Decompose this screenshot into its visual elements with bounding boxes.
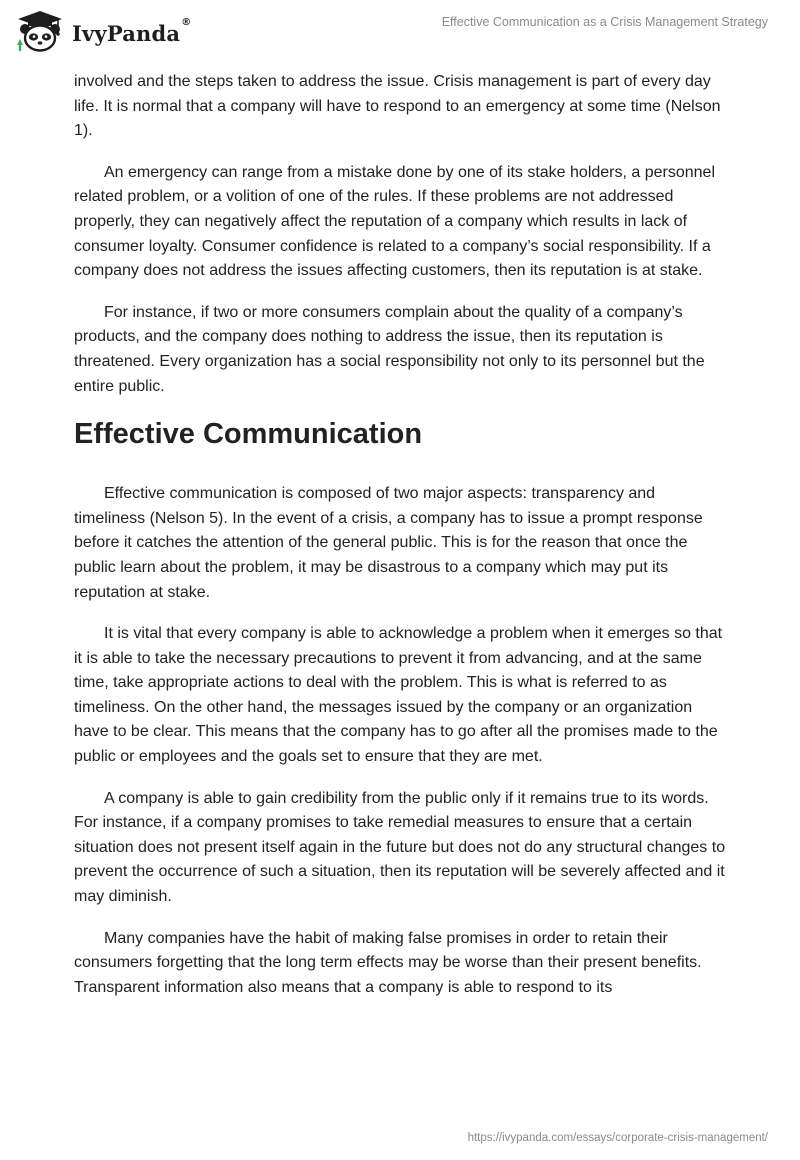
paragraph: Effective communication is composed of two major aspects: transparency and timeliness (Nelson 5). In the event of a crisis, a company has to issue a prompt response before it catches the attention of the general public. This is for the reason that once the public learn about the problem, it may be disastrous to a company which may put its reputation at stake. xyxy=(74,485,703,601)
source-url[interactable]: https://ivypanda.com/essays/corporate-crisis-management/ xyxy=(467,1132,768,1144)
brand-name: IvyPanda® xyxy=(72,16,192,46)
registered-mark: ® xyxy=(181,16,192,28)
essay-body xyxy=(74,70,726,1017)
brand-logo[interactable] xyxy=(14,9,191,53)
paragraph: An emergency can range from a mistake done by one of its stake holders, a personnel related problem, or a volition of one of the rules. If these problems are not addressed properly, they can negatively affect the reputation of a company which results in lack of consumer loyalty. Consumer confidence is related to a company’s social responsibility. If a company does not address the issues affecting customers, then its reputation is at stake. xyxy=(74,163,716,280)
document-title: Effective Communication as a Crisis Management Strategy xyxy=(441,15,768,29)
paragraph: Many companies have the habit of making false promises in order to retain their consumers forgetting that the long term effects may be worse than their present benefits. Transparent information also means that a company is able to respond to its xyxy=(74,929,702,996)
paragraph: A company is able to gain credibility from the public only if it remains true to its words. For instance, if a company promises to take remedial measures to ensure that a certain situation does not present itself again in the future but does not do any structural changes to prevent the occurrence of such a situation, then its reputation will be severely affected and it may diminish. xyxy=(74,789,726,906)
paragraph: For instance, if two or more consumers complain about the quality of a company’s products, and the company does nothing to address the issue, then its reputation is threatened. Every organization has a social responsibility not only to its personnel but the entire public. xyxy=(74,303,705,395)
page-header xyxy=(0,0,800,60)
panda-graduate-icon xyxy=(14,9,66,53)
paragraph: It is vital that every company is able to acknowledge a problem when it emerges so that it is able to take the necessary precautions to prevent it from advancing, and at the same time, take appropriate actions to deal with the problem. This is what is referred to as timeliness. On the other hand, the messages issued by the company or an organization have to be clear. This means that the company has to go after all the promises made to the public or employees and the goals set to ensure that they are met. xyxy=(74,625,723,766)
paragraph: involved and the steps taken to address the issue. Crisis management is part of every day life. It is normal that a company will have to respond to an emergency at some time (Nelson 1). xyxy=(74,73,721,140)
section-heading: Effective Communication xyxy=(74,418,423,451)
